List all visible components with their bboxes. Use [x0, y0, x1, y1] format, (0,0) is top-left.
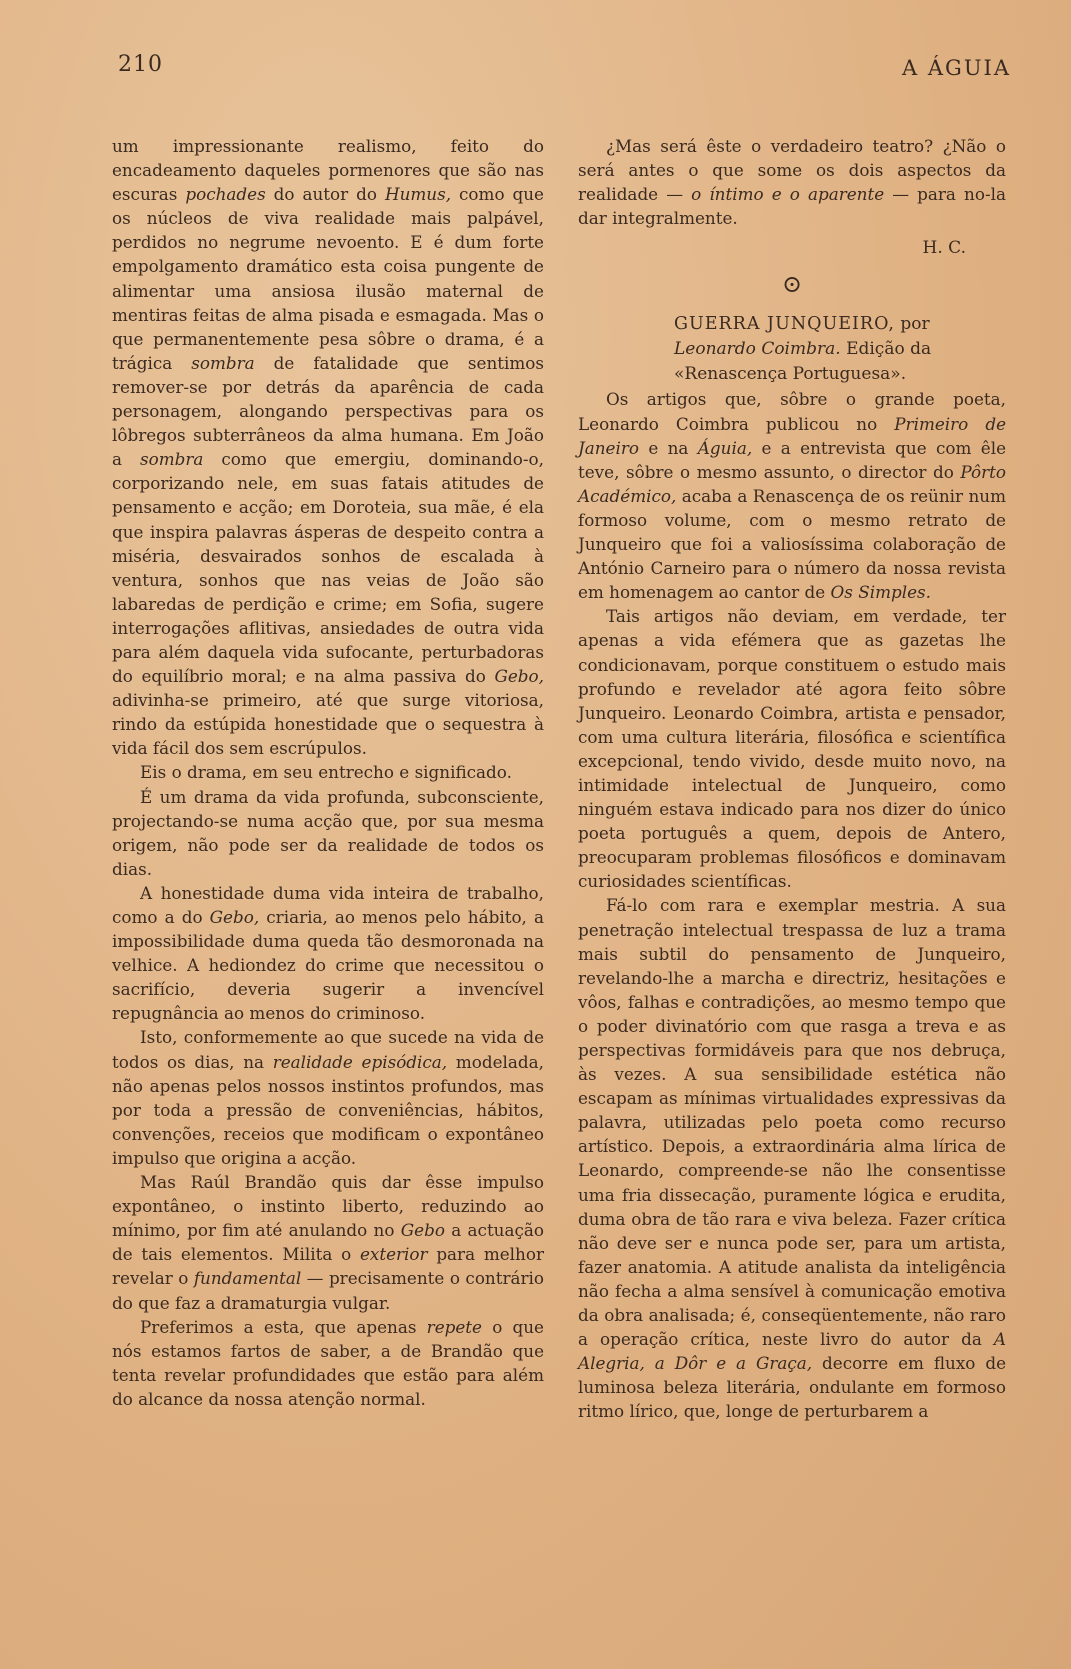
text-run: para melhor revelar o	[112, 1244, 544, 1289]
italic-text: o íntimo e o aparente	[691, 184, 885, 205]
text-run: Edição da «Renascença Portuguesa».	[674, 339, 932, 385]
ornament-icon: ⊙	[781, 270, 803, 299]
right-column	[578, 134, 1006, 1424]
paragraph	[578, 387, 1006, 604]
italic-text: Gebo,	[494, 666, 544, 687]
text-run: adivinha-se primeiro, até que surge vitoriosa, rindo da estúpida honestidade que o sequestra à vida fácil dos sem escrúpulos.	[112, 690, 544, 759]
italic-text: Pôrto Académico,	[578, 461, 1006, 506]
text-run: Preferimos a esta, que apenas	[140, 1316, 427, 1337]
text-run: um impressionante realismo, feito do encadeamento daqueles pormenores que são nas escuras	[112, 136, 544, 205]
text-run: É um drama da vida profunda, subconsciente, projectando-se numa acção que, por sua mesma origem, não pode ser da realidade de todos os dias.	[112, 786, 544, 879]
page-number: 210	[118, 52, 163, 77]
text-run: Eis o drama, em seu entrecho e significado.	[140, 762, 512, 783]
paragraph	[578, 134, 1006, 230]
paragraph	[112, 1170, 544, 1315]
italic-text: A Alegria, a Dôr e a Graça,	[578, 1329, 1006, 1374]
review-heading	[578, 312, 1006, 387]
italic-text: realidade episódica,	[272, 1051, 448, 1072]
text-run: criaria, ao menos pelo hábito, a impossibilidade duma queda tão desmoronada na velhice. A hediondez do crime que necessitou o sacrifício, deveria sugerir a invencível repugnância ao menos do criminoso.	[112, 907, 544, 1024]
running-head: A ÁGUIA	[902, 56, 1011, 80]
italic-text: fundamental	[193, 1268, 302, 1289]
italic-text: Humus,	[384, 184, 452, 205]
paragraph	[112, 1025, 544, 1170]
text-run: — precisamente o contrário do que faz a dramaturgia vulgar.	[112, 1268, 544, 1313]
italic-text: exterior	[359, 1244, 428, 1265]
italic-text: repete	[426, 1316, 482, 1337]
text-run: do autor do	[265, 184, 385, 205]
text-run: decorre em fluxo de luminosa beleza literária, ondulante em formoso ritmo lírico, que, longe de perturbarem a	[578, 1353, 1006, 1422]
italic-text: pochades	[185, 184, 266, 205]
text-run: ¿Mas será êste o verdadeiro teatro? ¿Não o será antes o que some os dois aspectos da realidade —	[578, 136, 1006, 205]
text-run: por	[894, 314, 930, 335]
text-run: Isto, conformemente ao que sucede na vida de todos os dias, na	[112, 1027, 544, 1072]
paragraph	[578, 604, 1006, 893]
text-run: acaba a Renascença de os reünir num formoso volume, com o mesmo retrato de Junqueiro que foi a valiosíssima colaboração de António Carneiro para o número da nossa revista em homenagem ao cantor de	[578, 485, 1006, 603]
text-run: o que nós estamos fartos de saber, a de Brandão que tenta revelar profundidades que estão para além do alcance da nossa atenção normal.	[112, 1316, 544, 1409]
text-run: Fá-lo com rara e exemplar mestria. A sua penetração intelectual trespassa de luz a trama mais subtil do pensamento de Junqueiro, revelando-lhe a marcha e directriz, hesitações e vôos, falhas e contradições, ao mesmo tempo que o poder divinatório com que rasga a treva e as perspectivas formidáveis para que nos debruça, às vezes. A sua sensibilidade estética não escapam as mínimas virtualidades expressivas da palavra, utilizadas pelo poeta como recurso artístico. Depois, a extraordinária alma lírica de Leonardo, compreende-se não lhe consentisse uma fria dissecação, puramente lógica e erudita, duma obra de tão rara e viva beleza. Fazer crítica não deve ser e nunca pode ser, para um artista, fazer anatomia. A atitude analista da inteligência não fecha a alma sensível à comunicação emotiva da obra analisada; é, conseqüentemente, não raro a operação crítica, neste livro do autor da	[578, 895, 1006, 1350]
text-run: a actuação de tais elementos. Milita o	[112, 1220, 545, 1265]
paragraph	[112, 881, 544, 1026]
signature: H. C.	[922, 238, 966, 259]
paragraph	[112, 1315, 544, 1411]
text-run: — para no-la dar integralmente.	[578, 184, 1007, 229]
text-run: Os artigos que, sôbre o grande poeta, Leonardo Coimbra publicou no	[578, 389, 1006, 434]
left-column	[112, 134, 544, 1411]
text-run: como que emergiu, dominando-o, corporizando nele, em suas fatais atitudes de pensamento e acção; em Doroteia, sua mãe, é ela que inspira palavras ásperas de despeito contra a miséria, desvairados sonhos de escalada à ventura, sonhos que nas veias de João são labaredas de perdição e crime; em Sofia, sugere interrogações aflitivas, ansiedades de outra vida para além daquela vida sufocante, perturbadoras do equilíbrio moral; e na alma passiva do	[112, 449, 544, 687]
text-run: de fatalidade que sentimos remover-se por detrás da aparência de cada personagem, alongando perspectivas para os lôbregos subterrâneos da alma humana. Em João a	[112, 352, 544, 470]
text-run: modelada, não apenas pelos nossos instintos profundos, mas por toda a pressão de conveniências, hábitos, convenções, receios que modificam o expontâneo impulso que origina a acção.	[112, 1051, 544, 1168]
text-run: como que os núcleos de viva realidade mais palpável, perdidos no negrume nevoento. E é dum forte empolgamento dramático esta coisa pungente de alimentar uma ansiosa ilusão maternal de mentiras feitas de alma pisada e esmagada. Mas o que permanentemente pesa sôbre o drama, é a trágica	[112, 184, 544, 373]
italic-text: Gebo,	[209, 907, 260, 927]
italic-text: Águia,	[697, 437, 753, 458]
text-run: e a entrevista que com êle teve, sôbre o mesmo assunto, o director do	[578, 437, 1006, 482]
italic-text: Leonardo Coimbra.	[674, 339, 841, 360]
text-run: Mas Raúl Brandão quis dar êsse impulso expontâneo, o instinto liberto, reduzindo ao mínimo, por fim até anulando no	[112, 1172, 544, 1241]
paragraph	[112, 134, 544, 760]
italic-text: sombra	[139, 449, 204, 470]
text-run: A honestidade duma vida inteira de trabalho, como a do	[112, 882, 544, 927]
italic-text: Primeiro de Janeiro	[578, 413, 1006, 458]
text-run: Tais artigos não deviam, em verdade, ter apenas a vida efémera que as gazetas lhe condicionavam, porque constituem o estudo mais profundo e revelador até agora feito sôbre Junqueiro. Leonardo Coimbra, artista e pensador, com uma cultura literária, filosófica e scientífica excepcional, tendo vivido, desde muito novo, na intimidade intelectual de Junqueiro, como ninguém estava indicado para nos dizer do único poeta português a quem, depois de Antero, preocuparam problemas filosóficos e dominavam curiosidades scientíficas.	[578, 606, 1006, 892]
text-run: e na	[638, 437, 698, 458]
paragraph	[112, 785, 544, 881]
italic-text: Gebo	[400, 1220, 445, 1241]
book-title: GUERRA JUNQUEIRO,	[674, 314, 895, 335]
paragraph	[112, 760, 544, 784]
italic-text: Os Simples.	[830, 582, 931, 603]
italic-text: sombra	[191, 352, 255, 373]
paragraph	[578, 893, 1006, 1423]
